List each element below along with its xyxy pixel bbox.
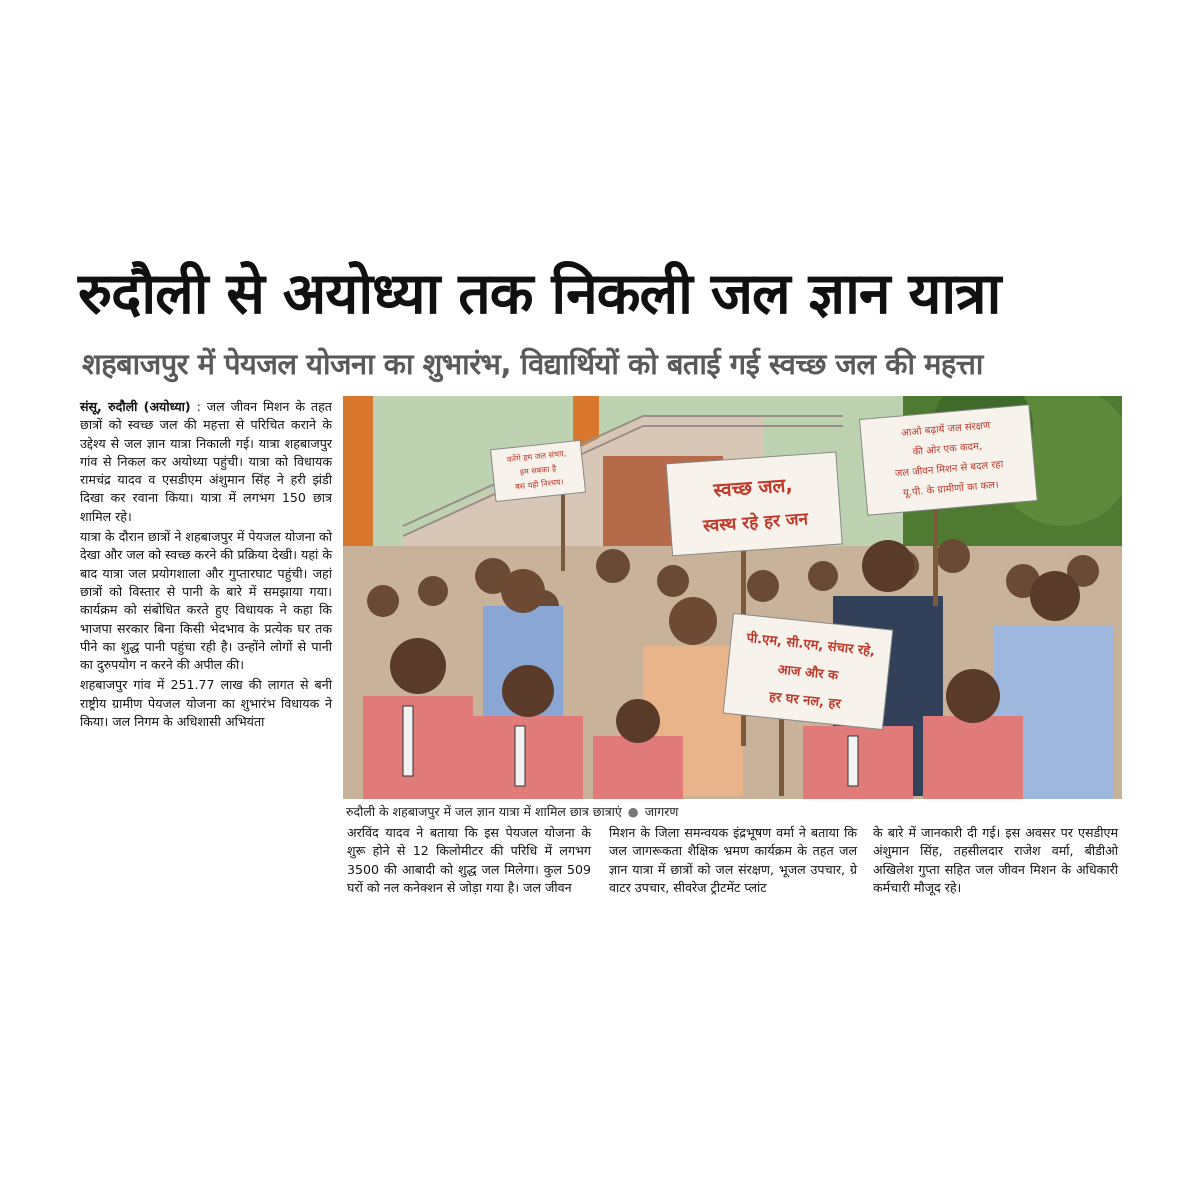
- article-paragraph: अरविंद यादव ने बताया कि इस पेयजल योजना के शुरू होने से 12 किलोमीटर की परिधि में लगभग 3500 की आबादी को शुद्ध जल मिलेगा। कुल 509 घरों को नल कनेक्शन से जोड़ा गया है। जल जीवन: [347, 825, 591, 895]
- caption-text: रुदौली के शहबाजपुर में जल ज्ञान यात्रा में शामिल छात्र छात्राएं: [346, 804, 622, 819]
- placard-3-line-3: हर घर नल, हर: [768, 689, 842, 713]
- placard-2-line-3: जल जीवन मिशन से बदल रहा: [894, 459, 1004, 480]
- placard-2-line-4: यू.पी. के ग्रामीणों का कल।: [902, 479, 1000, 500]
- placard-1-line-2: स्वस्थ रहे हर जन: [702, 509, 809, 537]
- article-paragraph: के बारे में जानकारी दी गई। इस अवसर पर एसडीएम अंशुमान सिंह, तहसीलदार राजेश वर्मा, बीडीओ अखिलेश गुप्ता सहित जल जीवन मिशन के अधिकारी कर्मचारी मौजूद रहे।: [873, 825, 1118, 895]
- article-paragraph: शहबाजपुर गांव में 251.77 लाख की लागत से बनी राष्ट्रीय ग्रामीण पेयजल योजना का शुभारंभ विधायक ने किया। जल निगम के अधिशासी अभियंता: [80, 677, 332, 730]
- article-column-4: [873, 824, 1118, 897]
- article-paragraph: [80, 398, 332, 526]
- article-paragraph: मिशन के जिला समन्वयक इंद्रभूषण वर्मा ने बताया कि जल जागरूकता शैक्षिक भ्रमण कार्यक्रम के तहत जल ज्ञान यात्रा में छात्रों को जल संरक्षण, भूजल उपचार, ग्रे वाटर उपचार, सीवरेज ट्रीटमेंट प्लांट: [609, 825, 857, 895]
- dateline: संसू, रुदौली (अयोध्या): [80, 399, 191, 414]
- subheadline: शहबाजपुर में पेयजल योजना का शुभारंभ, विद्यार्थियों को बताई गई स्वच्छ जल की महत्ता: [82, 347, 983, 381]
- placard-2-line-1: आओ बढ़ायें जल संरक्षण: [900, 420, 991, 439]
- placard-2-line-2: की ओर एक कदम,: [912, 441, 983, 459]
- photo-caption: [346, 804, 678, 820]
- placard-4-line-2: हम सबका है: [519, 464, 557, 477]
- placard-4-line-1: करेंगे हम जल संचय,: [506, 448, 567, 465]
- placard-3-line-1: पी.एम, सी.एम, संचार रहे,: [745, 630, 876, 660]
- placard-4-line-3: बस यही निश्चय।: [514, 477, 565, 492]
- article-paragraph: यात्रा के दौरान छात्रों ने शहबाजपुर में पेयजल योजना को देखा और जल को स्वच्छ करने की प्रक्रिया देखी। यहां के बाद यात्रा जल प्रयोगशाला और गुप्तारघाट पहुंची। जहां छात्रों को विस्तार से पानी के बारे में समझाया गया। कार्यक्रम को संबोधित करते हुए विधायक ने कहा कि भाजपा सरकार बिना किसी भेदभाव के प्रत्येक घर तक पीने का शुद्ध पानी पहुंचा रही है। उन्होंने लोगों से पानी का दुरुपयोग न करने की अपील की।: [80, 529, 332, 673]
- headline: रुदौली से अयोध्या तक निकली जल ज्ञान यात्रा: [78, 261, 1001, 327]
- placard-1-line-1: स्वच्छ जल,: [712, 474, 794, 502]
- bullet-icon: ●: [627, 804, 639, 819]
- paragraph-text: : जल जीवन मिशन के तहत छात्रों को स्वच्छ जल की महत्ता से परिचित कराने के उद्देश्य से जल ज्ञान यात्रा निकाली गई। यात्रा शहबाजपुर गांव से निकल कर अयोध्या पहुंची। यात्रा को विधायक रामचंद्र यादव व एसडीएम अंशुमान सिंह ने हरी झंडी दिखा कर रवाना किया। यात्रा में लगभग 150 छात्र शामिल रहे।: [80, 399, 332, 524]
- article-column-1: [80, 398, 332, 731]
- photo-illustration: [343, 396, 1122, 799]
- article-column-3: [609, 824, 857, 897]
- news-photo: [343, 396, 1122, 799]
- placard-3-line-2: आज और क: [776, 662, 839, 684]
- photo-credit: जागरण: [644, 804, 679, 819]
- article-column-2: [347, 824, 591, 897]
